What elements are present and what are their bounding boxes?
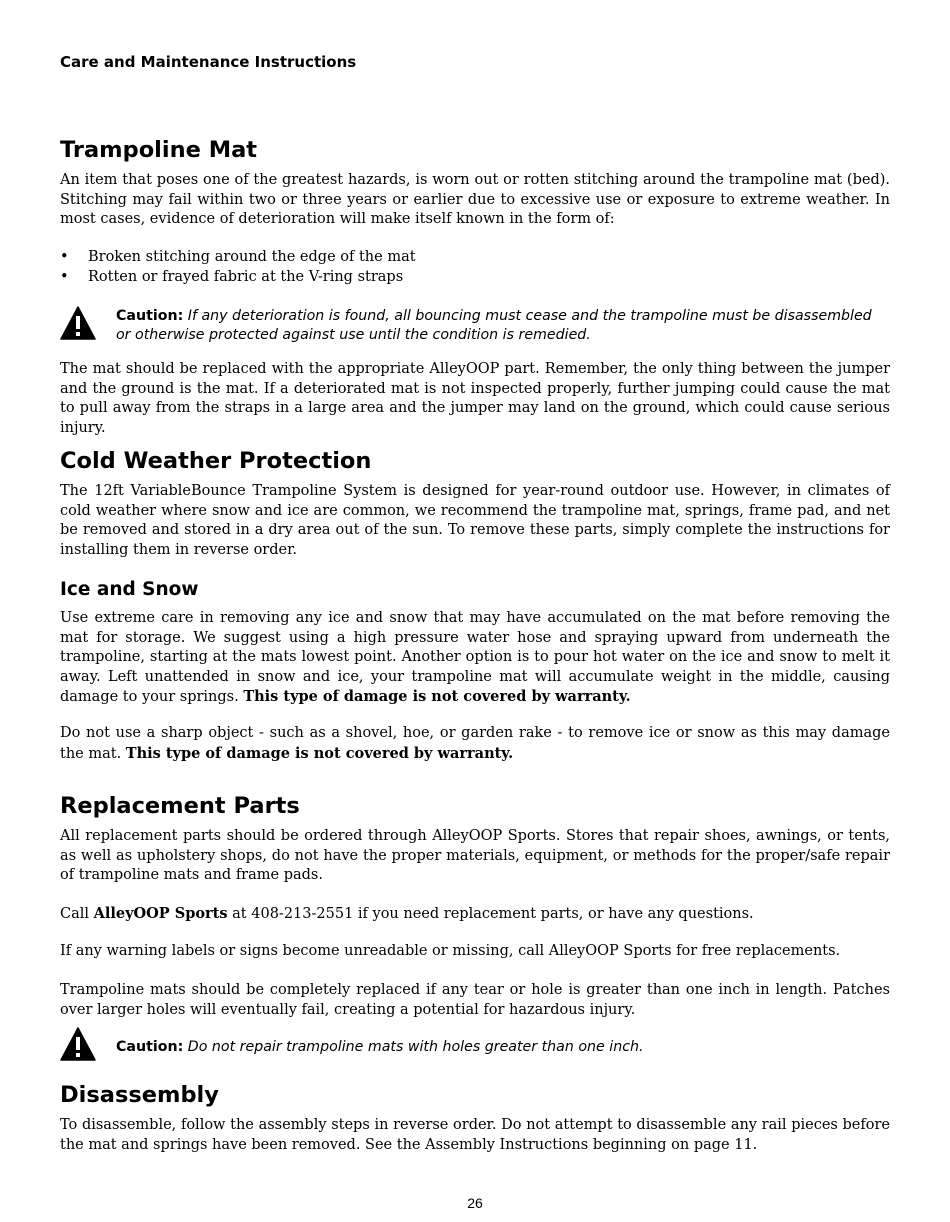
running-header: Care and Maintenance Instructions (60, 53, 357, 71)
list-item (60, 248, 890, 268)
paragraph-mat-intro: An item that poses one of the greatest hazards, is worn out or rotten stitching around the trampoline mat (bed). Stitching may fail within two or three years or earlier due to excessive use or exposure to extreme weather. In most cases, evidence of deterioration will make itself known in the form of: (60, 172, 890, 227)
paragraph-mat-holes: Trampoline mats should be completely replaced if any tear or hole is greater than one inch in length. Patches over larger holes will eventually fail, creating a potential for hazardous injury. (60, 982, 890, 1018)
call-suffix: at 408-213-2551 if you need replacement parts, or have any questions. (232, 906, 754, 922)
page-number: 26 (467, 1195, 483, 1211)
caution-message: If any deterioration is found, all bouncing must cease and the trampoline must be disassembled or otherwise protected against use until the condition is remedied. (116, 308, 872, 343)
heading-cold-weather: Cold Weather Protection (60, 448, 372, 474)
heading-trampoline-mat: Trampoline Mat (60, 137, 258, 163)
list-item-text: Rotten or frayed fabric at the V-ring straps (88, 269, 404, 285)
ice-snow-text: Use extreme care in removing any ice and snow that may have accumulated on the mat before removing the mat for storage. We suggest using a high pressure water hose and spraying upward from underneath the trampoline, starting at the mats lowest point. Another option is to pour hot water on the ice and snow to melt it away. Left unattended in snow and ice, your trampoline mat will accumulate weight in the middle, causing damage to your springs. (60, 610, 890, 705)
paragraph-mat-replacement: The mat should be replaced with the appropriate AlleyOOP part. Remember, the only thing between the jumper and the ground is the mat. If a deteriorated mat is not inspected properly, further jumping could cause the mat to pull away from the straps in a large area and the jumper may land on the ground, which could cause serious injury. (60, 361, 890, 436)
caution-label: Caution: (116, 308, 184, 324)
deterioration-list (60, 248, 890, 288)
warranty-notice: This type of damage is not covered by warranty. (243, 688, 631, 705)
warning-triangle-icon (60, 306, 96, 340)
paragraph-warning-labels: If any warning labels or signs become unreadable or missing, call AlleyOOP Sports for free replacements. (60, 943, 841, 959)
heading-disassembly: Disassembly (60, 1082, 219, 1108)
company-name: AlleyOOP Sports (93, 905, 228, 922)
list-item-text: Broken stitching around the edge of the mat (88, 249, 416, 265)
caution-text-block (116, 307, 890, 345)
bullet-glyph: • (60, 249, 69, 265)
paragraph-cold-weather: The 12ft VariableBounce Trampoline System is designed for year-round outdoor use. However, in climates of cold weather where snow and ice are common, we recommend the trampoline mat, springs, frame pad, and net be removed and stored in a dry area out of the sun. To remove these parts, simply complete the instructions for installing them in reverse order. (60, 483, 890, 558)
paragraph-ice-snow-2 (60, 724, 890, 764)
paragraph-disassembly: To disassemble, follow the assembly steps in reverse order. Do not attempt to disassemble any rail pieces before the mat and springs have been removed. See the Assembly Instructions beginning on page 11. (60, 1117, 890, 1153)
list-item (60, 268, 890, 288)
bullet-glyph: • (60, 269, 69, 285)
heading-ice-and-snow: Ice and Snow (60, 579, 199, 600)
warning-triangle-icon (60, 1027, 96, 1061)
paragraph-call-alleyoop (60, 904, 890, 925)
caution-label: Caution: (116, 1039, 184, 1055)
paragraph-ice-snow-1 (60, 609, 890, 708)
paragraph-replacement-1: All replacement parts should be ordered through AlleyOOP Sports. Stores that repair shoes, awnings, or tents, as well as upholstery shops, do not have the proper materials, equipment, or methods for the proper/safe repair of trampoline mats and frame pads. (60, 828, 890, 883)
heading-replacement-parts: Replacement Parts (60, 793, 300, 819)
caution-text-block (116, 1038, 890, 1057)
call-prefix: Call (60, 906, 90, 922)
caution-message: Do not repair trampoline mats with holes greater than one inch. (187, 1039, 644, 1055)
sharp-object-text: Do not use a sharp object - such as a shovel, hoe, or garden rake - to remove ice or snow as this may damage the mat. (60, 725, 890, 762)
warranty-notice: This type of damage is not covered by warranty. (125, 744, 514, 762)
